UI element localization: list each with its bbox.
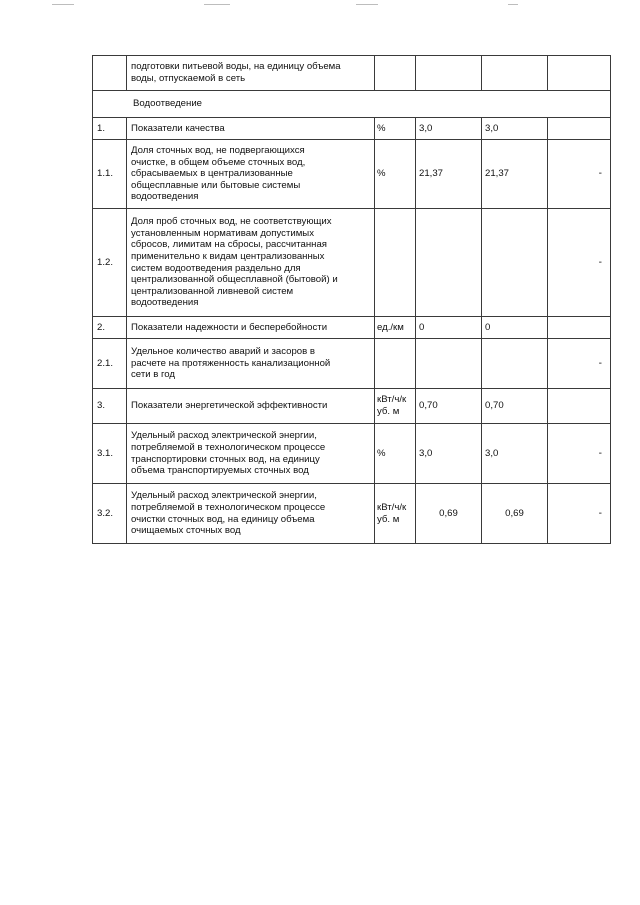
table-row bbox=[93, 317, 611, 339]
unit bbox=[375, 339, 416, 389]
value-3 bbox=[548, 118, 611, 140]
value-1 bbox=[416, 56, 482, 91]
value-1: 0,69 bbox=[416, 484, 482, 544]
row-number: 1.2. bbox=[93, 209, 127, 317]
indicators-table bbox=[92, 55, 611, 544]
unit: кВт/ч/к уб. м bbox=[375, 389, 416, 424]
indicator-name: Показатели надежности и бесперебойности bbox=[127, 317, 375, 339]
value-3: - bbox=[548, 339, 611, 389]
row-number: 1.1. bbox=[93, 140, 127, 209]
unit bbox=[375, 209, 416, 317]
row-number: 3. bbox=[93, 389, 127, 424]
value-3 bbox=[548, 317, 611, 339]
table-row bbox=[93, 424, 611, 484]
value-3: - bbox=[548, 209, 611, 317]
row-number: 2. bbox=[93, 317, 127, 339]
row-number: 3.1. bbox=[93, 424, 127, 484]
table-row bbox=[93, 484, 611, 544]
value-2: 0,70 bbox=[482, 389, 548, 424]
row-number: 3.2. bbox=[93, 484, 127, 544]
unit: % bbox=[375, 118, 416, 140]
indicator-name: Показатели качества bbox=[127, 118, 375, 140]
indicator-name: подготовки питьевой воды, на единицу объема воды, отпускаемой в сеть bbox=[127, 56, 375, 91]
unit: кВт/ч/к уб. м bbox=[375, 484, 416, 544]
value-2 bbox=[482, 209, 548, 317]
unit: ед./км bbox=[375, 317, 416, 339]
value-1 bbox=[416, 339, 482, 389]
value-2: 3,0 bbox=[482, 118, 548, 140]
indicator-name: Показатели энергетической эффективности bbox=[127, 389, 375, 424]
unit: % bbox=[375, 424, 416, 484]
table-row bbox=[93, 389, 611, 424]
value-1: 0,70 bbox=[416, 389, 482, 424]
indicator-name: Удельное количество аварий и засоров в расчете на протяженность канализационной сети в год bbox=[127, 339, 375, 389]
value-3: - bbox=[548, 140, 611, 209]
table-row bbox=[93, 140, 611, 209]
indicator-name: Удельный расход электрической энергии, потребляемой в технологическом процессе транспортировки сточных вод, на единицу объема транспортируемых сточных вод bbox=[127, 424, 375, 484]
value-2 bbox=[482, 56, 548, 91]
row-number: 2.1. bbox=[93, 339, 127, 389]
table-row bbox=[93, 118, 611, 140]
value-1: 3,0 bbox=[416, 118, 482, 140]
value-1: 0 bbox=[416, 317, 482, 339]
unit: % bbox=[375, 140, 416, 209]
table-row bbox=[93, 209, 611, 317]
value-2 bbox=[482, 339, 548, 389]
table-row bbox=[93, 56, 611, 91]
value-2: 21,37 bbox=[482, 140, 548, 209]
value-1 bbox=[416, 209, 482, 317]
scan-marks bbox=[0, 4, 640, 10]
row-number bbox=[93, 56, 127, 91]
value-1: 21,37 bbox=[416, 140, 482, 209]
unit bbox=[375, 56, 416, 91]
indicator-name: Удельный расход электрической энергии, потребляемой в технологическом процессе очистки сточных вод, на единицу объема очищаемых сточных вод bbox=[127, 484, 375, 544]
value-1: 3,0 bbox=[416, 424, 482, 484]
value-3: - bbox=[548, 424, 611, 484]
value-2: 0,69 bbox=[482, 484, 548, 544]
indicator-name: Доля сточных вод, не подвергающихся очистке, в общем объеме сточных вод, сбрасываемых в централизованные общесплавные или бытовые системы водоотведения bbox=[127, 140, 375, 209]
value-3 bbox=[548, 389, 611, 424]
value-3: - bbox=[548, 484, 611, 544]
value-3 bbox=[548, 56, 611, 91]
row-number: 1. bbox=[93, 118, 127, 140]
value-2: 0 bbox=[482, 317, 548, 339]
table-row bbox=[93, 339, 611, 389]
value-2: 3,0 bbox=[482, 424, 548, 484]
indicator-name: Доля проб сточных вод, не соответствующих установленным нормативам допустимых сбросов, лимитам на сбросы, рассчитанная применительно к видам централизованных систем водоотведения раздельно для централизованной общесплавной (бытовой) и централизованной ливневой систем водоотведения bbox=[127, 209, 375, 317]
section-row bbox=[93, 91, 611, 118]
section-title: Водоотведение bbox=[93, 91, 611, 118]
